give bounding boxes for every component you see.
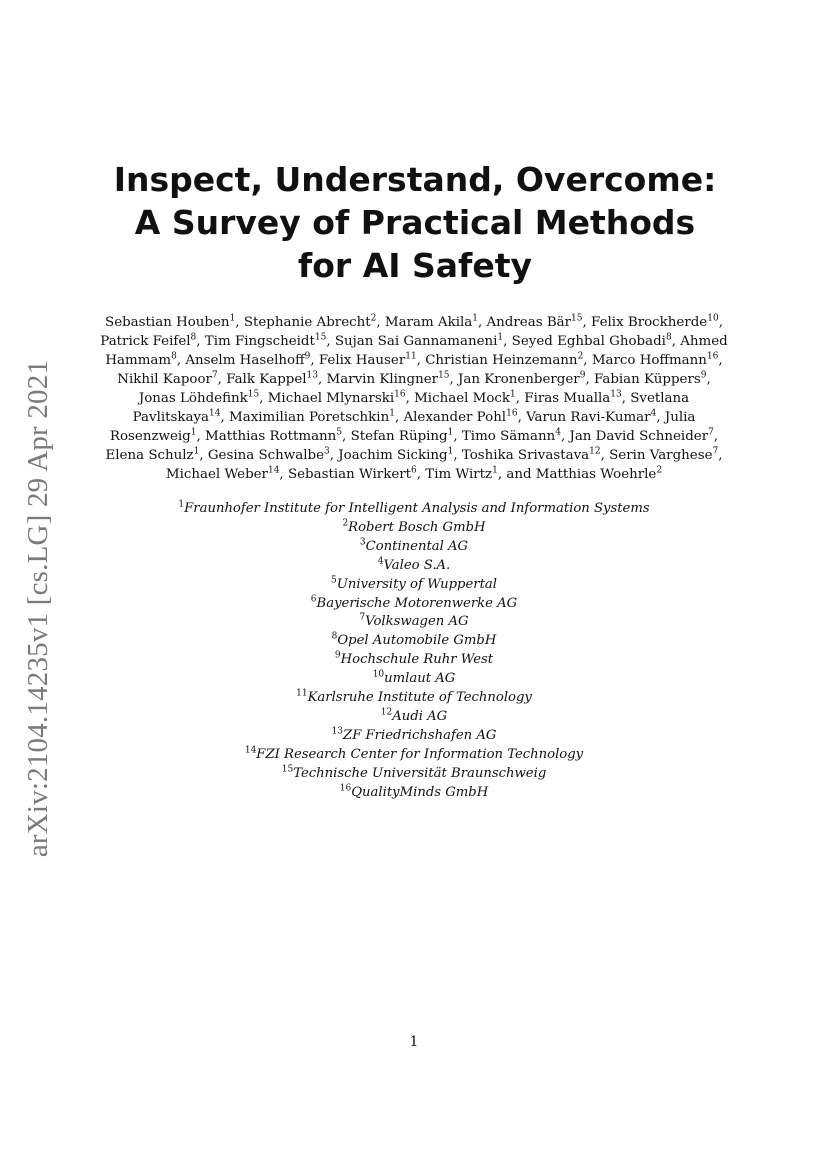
affiliation-item	[110, 784, 718, 803]
affiliation-name: Karlsruhe Institute of Technology	[307, 690, 532, 706]
author-separator: ,	[449, 372, 459, 387]
author-name: Tim Wirtz	[425, 467, 493, 482]
affiliation-superscript: 8	[171, 351, 177, 362]
affiliation-number: 7	[359, 613, 366, 624]
author-name: Gesina Schwalbe	[207, 448, 325, 463]
author-name: Felix Hauser	[318, 353, 406, 368]
author-separator: ,	[621, 391, 631, 406]
affiliation-name: FZI Research Center for Information Technology	[256, 746, 584, 762]
affiliation-item	[110, 765, 718, 784]
author-separator: ,	[416, 353, 426, 368]
affiliation-name: Continental AG	[365, 538, 469, 554]
affiliation-item	[110, 519, 718, 538]
affiliation-superscript: 1	[190, 427, 197, 438]
affiliation-superscript: 1	[447, 446, 454, 457]
author-name: Maram Akila	[384, 315, 473, 330]
author-line	[98, 389, 730, 408]
author-name: Michael Mlynarski	[267, 391, 395, 406]
affiliation-superscript: 1	[510, 389, 516, 400]
author-name: Felix Brockherde	[591, 315, 708, 330]
author-name: Sebastian Wirkert	[287, 467, 412, 482]
affiliation-superscript: 15	[571, 313, 583, 324]
affiliation-superscript: 1	[389, 408, 395, 419]
affiliation-number: 15	[281, 764, 294, 775]
affiliation-item	[110, 651, 718, 670]
author-name: Elena Schulz	[105, 448, 194, 463]
author-name: Anselm Haselhoff	[185, 353, 305, 368]
author-separator: ,	[329, 448, 339, 463]
author-name: Ahmed	[680, 334, 728, 349]
title-line: Inspect, Understand, Overcome:	[113, 160, 717, 199]
author-line	[98, 446, 730, 465]
affiliation-name: Bayerische Motorenwerke AG	[316, 595, 518, 611]
author-separator: ,	[376, 315, 385, 330]
affiliation-item	[110, 670, 718, 689]
author-name: Jan David Schneider	[569, 429, 709, 444]
author-separator: ,	[318, 372, 327, 387]
affiliation-superscript: 14	[267, 465, 280, 476]
author-name: Timo Sämann	[461, 429, 556, 444]
affiliation-superscript: 9	[579, 370, 586, 381]
affiliation-name: Valeo S.A.	[383, 557, 451, 573]
affiliation-superscript: 11	[405, 351, 417, 362]
affiliation-superscript: 15	[438, 370, 450, 381]
author-separator: ,	[671, 334, 681, 349]
author-name: Julia	[664, 410, 696, 425]
affiliation-superscript: 9	[700, 370, 707, 381]
affiliation-superscript: 5	[336, 427, 343, 438]
affiliation-superscript: 2	[656, 465, 663, 476]
author-name: Jonas Löhdefink	[138, 391, 248, 406]
arxiv-identifier: arXiv:2104.14235v1 [cs.LG] 29 Apr 2021	[22, 359, 55, 857]
author-name: Andreas Bär	[486, 315, 572, 330]
author-name: Seyed Eghbal Ghobadi	[511, 334, 666, 349]
author-name: Patrick Feifel	[100, 334, 191, 349]
affiliation-name: ZF Friedrichshafen AG	[343, 727, 497, 743]
author-name: Michael Mock	[414, 391, 511, 406]
affiliation-number: 3	[359, 537, 366, 548]
affiliation-number: 5	[331, 575, 337, 586]
author-name: Marvin Klingner	[326, 372, 439, 387]
affiliation-number: 12	[380, 707, 393, 718]
author-name: Joachim Sicking	[338, 448, 448, 463]
author-line	[98, 332, 730, 351]
affiliation-number: 10	[372, 669, 385, 680]
affiliation-superscript: 3	[324, 446, 330, 457]
affiliation-superscript: 12	[589, 446, 601, 457]
affiliation-item	[110, 746, 718, 765]
affiliation-name: QualityMinds GmbH	[351, 784, 489, 800]
affiliation-name: University of Wuppertal	[336, 576, 497, 592]
affiliation-number: 14	[244, 745, 257, 756]
affiliation-superscript: 2	[577, 351, 584, 362]
affiliation-superscript: 14	[209, 408, 221, 419]
affiliation-name: Robert Bosch GmbH	[348, 519, 486, 535]
author-name: Svetlana	[630, 391, 690, 406]
author-separator: ,	[713, 429, 719, 444]
author-name: Pavlitskaya	[132, 410, 210, 425]
author-separator: ,	[582, 315, 592, 330]
author-separator: ,	[503, 334, 512, 349]
author-name: Nikhil Kapoor	[117, 372, 212, 387]
author-line	[98, 351, 730, 370]
author-separator: ,	[560, 429, 570, 444]
author-name: Stephanie Abrecht	[243, 315, 371, 330]
affiliation-number: 1	[178, 499, 185, 510]
affiliation-superscript: 15	[247, 389, 260, 400]
author-name: Stefan Rüping	[350, 429, 448, 444]
author-separator: ,	[583, 353, 592, 368]
author-separator: ,	[478, 315, 487, 330]
affiliation-superscript: 8	[190, 332, 197, 343]
author-name: Falk Kappel	[226, 372, 307, 387]
title-line: A Survey of Practical Methods	[134, 203, 696, 242]
affiliation-name: Fraunhofer Institute for Intelligent Analysis and Information Systems	[184, 501, 650, 516]
author-separator: ,	[259, 391, 268, 406]
affiliation-number: 6	[310, 594, 317, 605]
paper-title	[110, 158, 720, 287]
author-separator: ,	[196, 334, 205, 349]
affiliation-item	[110, 595, 718, 614]
author-line	[98, 408, 730, 427]
affiliation-name: Audi AG	[392, 708, 448, 724]
affiliation-superscript: 2	[370, 313, 377, 324]
affiliation-superscript: 7	[712, 446, 719, 457]
author-separator: , and	[497, 467, 536, 482]
affiliation-superscript: 6	[411, 465, 417, 476]
affiliation-superscript: 13	[610, 389, 622, 400]
author-name: Tim Fingscheidt	[204, 334, 315, 349]
affiliation-name: Volkswagen AG	[365, 614, 469, 630]
affiliation-number: 16	[339, 783, 352, 794]
affiliation-superscript: 16	[506, 408, 518, 419]
affiliation-number: 4	[377, 556, 384, 567]
author-name: Sujan Sai Gannamaneni	[334, 334, 498, 349]
affiliation-superscript: 4	[650, 408, 657, 419]
affiliation-superscript: 15	[314, 332, 327, 343]
arxiv-watermark	[18, 359, 60, 857]
affiliation-number: 13	[331, 726, 344, 737]
affiliation-superscript: 1	[472, 313, 478, 324]
affiliation-superscript: 1	[193, 446, 200, 457]
affiliation-superscript: 7	[211, 370, 218, 381]
author-separator: ,	[416, 467, 426, 482]
affiliation-item	[110, 708, 718, 727]
title-line: for AI Safety	[297, 246, 533, 285]
author-separator: ,	[217, 372, 227, 387]
affiliation-superscript: 8	[665, 332, 672, 343]
author-separator: ,	[394, 410, 404, 425]
author-name: Jan Kronenberger	[458, 372, 580, 387]
affiliation-superscript: 16	[394, 389, 406, 400]
author-line	[98, 427, 730, 446]
author-separator: ,	[176, 353, 186, 368]
affiliation-name: Opel Automobile GmbH	[337, 633, 497, 649]
affiliation-item	[110, 689, 718, 708]
affiliation-item	[110, 557, 718, 576]
affiliation-superscript: 1	[492, 465, 498, 476]
author-separator: ,	[706, 372, 711, 387]
author-name: Alexander Pohl	[403, 410, 507, 425]
author-name: Matthias Woehrle	[535, 467, 657, 482]
affiliation-item	[110, 576, 718, 595]
author-line	[98, 465, 730, 484]
author-name: Marco Hoffmann	[591, 353, 707, 368]
author-name: Fabian Küppers	[593, 372, 701, 387]
affiliation-name: umlaut AG	[384, 671, 456, 687]
author-separator: ,	[515, 391, 525, 406]
affiliation-superscript: 7	[708, 427, 714, 438]
author-separator: ,	[453, 448, 462, 463]
author-separator: ,	[718, 448, 723, 463]
author-separator: ,	[405, 391, 415, 406]
author-name: Michael Weber	[165, 467, 268, 482]
author-separator: ,	[600, 448, 610, 463]
author-name: Serin Varghese	[609, 448, 713, 463]
affiliation-superscript: 4	[555, 427, 561, 438]
author-separator: ,	[585, 372, 594, 387]
author-name: Rosenzweig	[109, 429, 191, 444]
author-name: Hammam	[105, 353, 172, 368]
author-separator: ,	[235, 315, 244, 330]
author-separator: ,	[453, 429, 462, 444]
author-separator: ,	[517, 410, 527, 425]
author-separator: ,	[342, 429, 351, 444]
author-separator: ,	[310, 353, 319, 368]
author-list	[98, 313, 730, 484]
affiliation-item	[110, 613, 718, 632]
affiliation-number: 2	[342, 518, 349, 529]
affiliation-list	[110, 500, 718, 803]
author-separator: ,	[656, 410, 665, 425]
affiliation-item	[110, 500, 718, 519]
affiliation-superscript: 1	[229, 313, 236, 324]
author-name: Christian Heinzemann	[425, 353, 578, 368]
author-name: Maximilian Poretschkin	[229, 410, 390, 425]
author-separator: ,	[196, 429, 205, 444]
author-name: Firas Mualla	[524, 391, 611, 406]
author-line	[98, 313, 730, 332]
author-name: Toshika Srivastava	[461, 448, 590, 463]
affiliation-superscript: 16	[706, 351, 719, 362]
affiliation-number: 8	[331, 631, 338, 642]
affiliation-name: Hochschule Ruhr West	[340, 652, 494, 668]
affiliation-superscript: 1	[497, 332, 504, 343]
affiliation-item	[110, 727, 718, 746]
author-separator: ,	[220, 410, 230, 425]
author-line	[98, 370, 730, 389]
affiliation-superscript: 9	[304, 351, 311, 362]
affiliation-number: 9	[334, 650, 341, 661]
author-name: Sebastian Houben	[105, 315, 230, 330]
affiliation-superscript: 1	[447, 427, 454, 438]
affiliation-item	[110, 632, 718, 651]
affiliation-superscript: 13	[306, 370, 318, 381]
author-separator: ,	[279, 467, 288, 482]
affiliation-number: 11	[296, 688, 308, 699]
affiliation-name: Technische Universität Braunschweig	[293, 765, 547, 781]
author-separator: ,	[718, 353, 723, 368]
author-separator: ,	[718, 315, 723, 330]
affiliation-item	[110, 538, 718, 557]
author-separator: ,	[199, 448, 208, 463]
author-name: Matthias Rottmann	[205, 429, 337, 444]
author-separator: ,	[326, 334, 335, 349]
author-name: Varun Ravi-Kumar	[526, 410, 651, 425]
affiliation-superscript: 10	[707, 313, 719, 324]
page-number: 1	[409, 1034, 419, 1050]
